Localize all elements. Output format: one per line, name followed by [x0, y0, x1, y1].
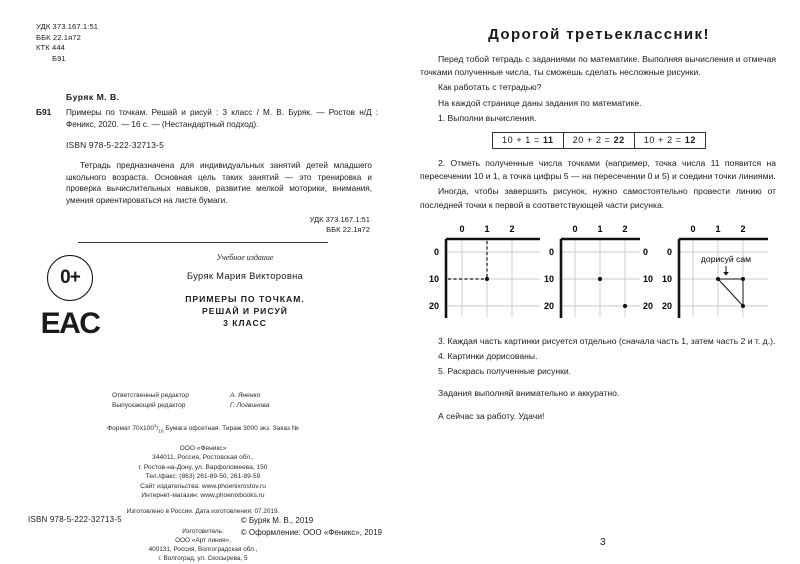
data-point	[741, 304, 745, 308]
equation-result: 22	[613, 135, 625, 146]
x-tick-2: 2	[622, 223, 628, 234]
step-5: 5. Раскрась полученные рисунки.	[438, 366, 572, 377]
author-full-name: Буряк Мария Викторовна	[186, 269, 304, 281]
x-tick-1: 1	[484, 223, 490, 234]
manufacturer-name: ООО «Арт линия»,	[175, 536, 231, 544]
closing-line-2: А сейчас за работу. Удачи!	[438, 410, 545, 421]
bibliographic-description	[28, 107, 378, 130]
y-tick-0: 0	[433, 246, 439, 257]
book-title-line-3: 3 КЛАСС	[223, 317, 267, 328]
book-title-line-1: ПРИМЕРЫ ПО ТОЧКАМ.	[185, 293, 305, 304]
made-in-line: Изготовлено в России. Дата изготовления: 07.2019.	[126, 507, 280, 515]
staff-row	[112, 401, 378, 410]
guide-lines	[448, 241, 487, 279]
classification-codes	[36, 22, 378, 64]
y-tick-20: 20	[543, 300, 554, 311]
format-sup: 1	[154, 422, 157, 428]
x-tick-2: 2	[740, 223, 746, 234]
data-point	[623, 304, 627, 308]
note-line: На каждой странице даны задания по математике.	[438, 97, 642, 108]
edition-type: Учебное издание	[216, 252, 274, 262]
grid-example-3	[658, 222, 776, 327]
question-line: Как работать с тетрадью?	[438, 82, 542, 93]
y-tick-right-20: 20	[643, 300, 654, 311]
publisher-website: Сайт издательства: www.phoenixrostov.ru	[140, 482, 266, 490]
copyright-design: © Оформление: ООО «Феникс», 2019	[240, 527, 382, 537]
publisher-address-1: 344011, Россия, Ростовская обл.,	[152, 454, 254, 462]
format-prefix: Формат 70х100	[107, 424, 155, 432]
intro-paragraph: Перед тобой тетрадь с заданиями по математике. Выполняя вычисления и отмечая точками полученные числа, ты сможешь сделать несложные рисунки.	[420, 54, 776, 78]
grid-example-1	[422, 222, 540, 327]
data-point	[741, 277, 745, 281]
bbk-code-repeat: ББК 22.1я72	[326, 224, 370, 234]
footer-isbn: ISBN 978-5-222-32713-5	[28, 515, 122, 524]
equation-expression: 20 + 2 =	[572, 135, 614, 146]
grid-chart-3-svg	[658, 222, 782, 322]
publisher-shop: Интернет-магазин: www.phoenixbooks.ru	[141, 492, 265, 500]
y-tick-0: 0	[666, 246, 672, 257]
step-2b: Иногда, чтобы завершить рисунок, нужно самостоятельно провести линию от последней точки к первой в соответствующей части рисунка.	[420, 186, 776, 210]
ktk-code: КТК 444	[36, 43, 65, 52]
staff-name: Г. Логвинова	[230, 401, 270, 409]
publisher-phone: Тел./факс: (863) 261-89-50, 261-89-59	[145, 473, 261, 481]
editorial-staff	[112, 391, 378, 410]
udk-code: УДК 373.167.1:51	[36, 22, 99, 31]
y-tick-right-0: 0	[643, 246, 649, 257]
y-tick-0: 0	[548, 246, 554, 257]
page-number: 3	[600, 537, 606, 548]
eac-conformity-icon: EAC	[40, 306, 100, 340]
x-tick-1: 1	[597, 223, 603, 234]
step-4: 4. Картинки дорисованы.	[438, 351, 538, 362]
x-tick-0: 0	[459, 223, 465, 234]
annotation-text: Тетрадь предназначена для индивидуальных занятий детей младшего школьного возраста. Основная цель таких занятий — это тренировка и проверка вычислительных навыков, развитие мелкой моторики, внимания, умения ориентироваться на листе бумаги.	[66, 161, 372, 205]
data-point	[716, 277, 720, 281]
divider-rule	[78, 242, 328, 243]
imprint-section	[28, 253, 378, 373]
print-format-line	[28, 423, 378, 434]
imprint-text-block	[112, 253, 378, 329]
biblio-text: Примеры по точкам. Решай и рисуй : 3 класс / М. В. Буряк. — Ростов н/Д : Феникс, 2020. — 16 с. — (Нестандартный подход).	[66, 108, 378, 129]
page-title: Дорогой третьеклассник!	[488, 26, 710, 43]
step-2: 2. Отметь полученные числа точками (например, точка числа 11 появится на пересечении 10 и 1, а точка цифры 5 — на пересечении 0 и 5) и соедини точки линиями.	[420, 158, 776, 182]
y-tick-10: 10	[661, 273, 672, 284]
shape-outline	[718, 279, 743, 306]
format-frac: /	[156, 424, 159, 432]
y-tick-10: 10	[428, 273, 439, 284]
grid-chart-2-svg	[540, 222, 658, 322]
left-page-footer	[28, 515, 382, 538]
step-3: 3. Каждая часть картинки рисуется отдельно (сначала часть 1, затем часть 2 и т. д.).	[438, 335, 776, 346]
equation-result: 11	[542, 135, 554, 146]
staff-row	[112, 391, 378, 400]
equation-expression: 10 + 1 =	[502, 135, 543, 146]
staff-name: А. Яненко	[230, 391, 261, 399]
bbk-code: ББК 22.1я72	[36, 32, 81, 42]
equation-box	[634, 132, 706, 149]
publisher-block	[28, 444, 378, 500]
right-page	[400, 0, 800, 564]
biblio-marker: Б91	[36, 107, 52, 117]
manufacturer-address-1: 400131, Россия, Волгоградская обл.,	[148, 545, 258, 553]
format-sub: 16	[158, 428, 164, 434]
equation-box	[492, 132, 563, 149]
grid-example-2	[540, 222, 658, 327]
y-tick-right-10: 10	[643, 273, 654, 284]
x-tick-1: 1	[715, 223, 721, 234]
udk-code-repeat: УДК 373.167.1:51	[309, 214, 370, 224]
grid-examples	[422, 222, 776, 327]
equation-row	[416, 132, 782, 149]
down-arrow-icon	[723, 266, 729, 276]
book-title	[112, 293, 378, 329]
draw-yourself-label: дорисуй сам	[700, 253, 752, 264]
publisher-address-2: г. Ростов-на-Дону, ул. Варфоломеева, 150	[138, 463, 268, 471]
data-point	[598, 277, 602, 281]
short-class-code: Б91	[52, 53, 66, 63]
manufacturer-label: Изготовитель:	[182, 527, 224, 535]
isbn-line: ISBN 978-5-222-32713-5	[66, 140, 164, 151]
y-tick-10: 10	[543, 273, 554, 284]
classification-codes-repeat	[28, 215, 370, 235]
y-tick-20: 20	[661, 300, 672, 311]
equation-expression: 10 + 2 =	[643, 135, 685, 146]
badges-group	[34, 255, 106, 339]
copyright-author: © Буряк М. В., 2019	[240, 516, 314, 525]
x-tick-0: 0	[690, 223, 696, 234]
staff-role: Выпускающий редактор	[112, 401, 186, 409]
copyright-block	[241, 515, 382, 538]
publisher-name: ООО «Феникс»	[179, 445, 227, 453]
manufacturer-address-2: г. Волгоград, ул. Скосырева, 5	[158, 554, 248, 562]
equation-result: 12	[684, 135, 696, 146]
x-tick-2: 2	[509, 223, 515, 234]
age-rating-icon: 0+	[47, 255, 93, 301]
y-tick-20: 20	[428, 300, 439, 311]
closing-line-1: Задания выполняй внимательно и аккуратно.	[438, 388, 620, 399]
staff-role: Ответственный редактор	[112, 391, 189, 399]
data-point	[485, 277, 489, 281]
author-heading: Буряк М. В.	[66, 92, 120, 102]
equation-box	[563, 132, 634, 149]
x-tick-0: 0	[572, 223, 578, 234]
format-suffix: Бумага офсетная. Тираж 3000 экз. Заказ №	[165, 424, 299, 432]
grid-chart-1-svg	[422, 222, 540, 322]
step-1: 1. Выполни вычисления.	[438, 112, 537, 123]
book-title-line-2: РЕШАЙ И РИСУЙ	[202, 305, 288, 316]
